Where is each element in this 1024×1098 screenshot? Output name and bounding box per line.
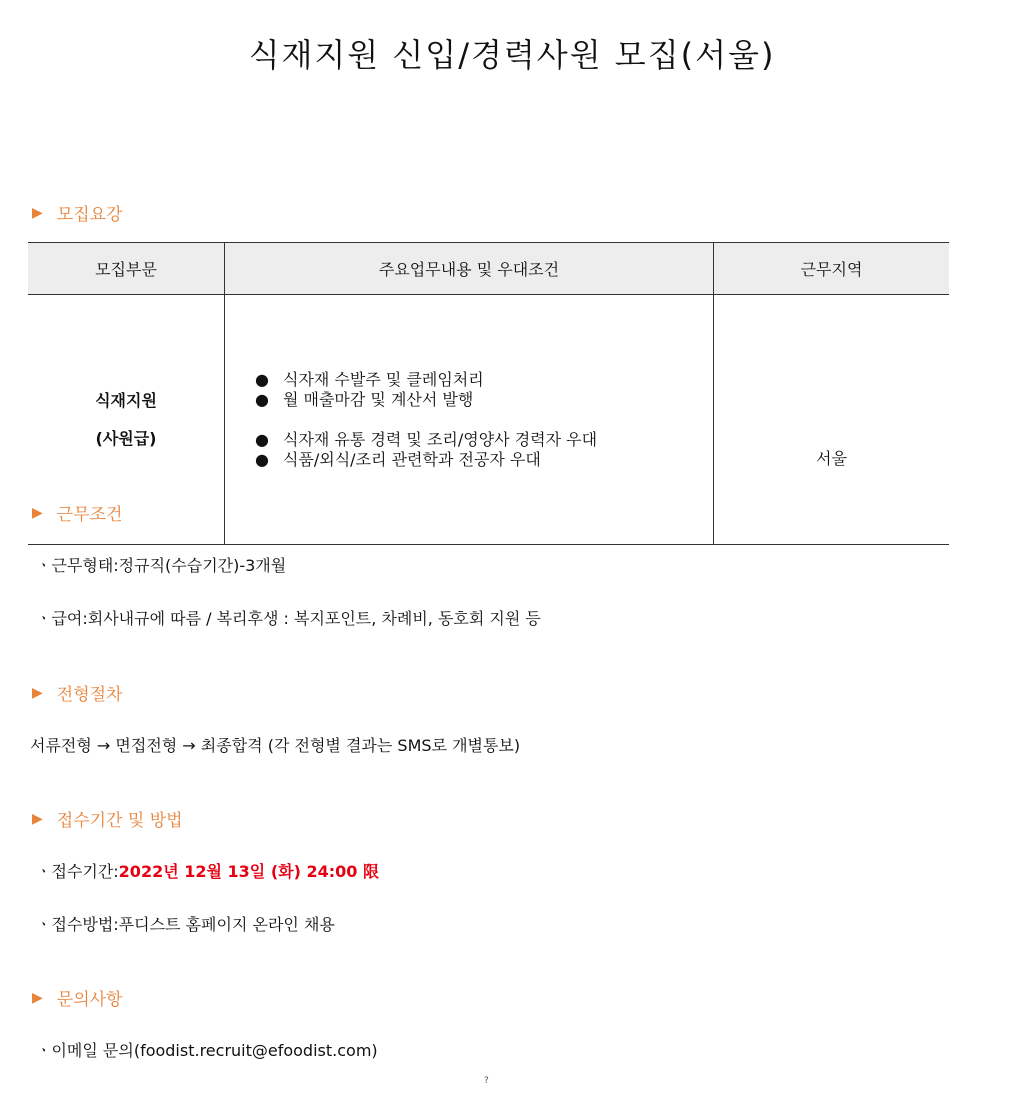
duty-item bbox=[255, 390, 712, 410]
triangle-right-icon: ▶ bbox=[32, 684, 43, 701]
section-heading-label: 근무조건 bbox=[56, 505, 123, 525]
duty-item bbox=[255, 370, 712, 390]
triangle-right-icon: ▶ bbox=[32, 810, 43, 827]
application-period bbox=[36, 859, 379, 882]
duty-item bbox=[255, 450, 712, 470]
bullet-icon: ● bbox=[255, 369, 269, 389]
bullet-icon: ● bbox=[255, 449, 269, 469]
column-header-duties: 주요업무내용 및 우대조건 bbox=[225, 243, 714, 295]
bullet-icon: ● bbox=[255, 429, 269, 449]
location-cell: 서울 bbox=[714, 295, 950, 545]
section-heading-recruitment bbox=[32, 200, 122, 225]
section-heading-conditions bbox=[32, 500, 122, 525]
application-deadline: 2022년 12월 13일 (화) 24:00 限 bbox=[118, 862, 379, 881]
table-header-row bbox=[28, 243, 949, 295]
section-heading-label: 모집요강 bbox=[56, 205, 123, 225]
bullet-icon: ● bbox=[255, 389, 269, 409]
section-heading-process bbox=[32, 680, 122, 705]
application-method: ㆍ접수방법:푸디스트 홈페이지 온라인 채용 bbox=[36, 915, 335, 934]
triangle-right-icon: ▶ bbox=[32, 989, 43, 1006]
duty-item bbox=[255, 430, 712, 450]
duties-cell bbox=[225, 295, 714, 545]
selection-steps: 서류전형 → 면접전형 → 최종합격 (각 전형별 결과는 SMS로 개별통보) bbox=[30, 736, 521, 755]
section-heading-label: 접수기간 및 방법 bbox=[56, 811, 183, 831]
section-heading-label: 전형절차 bbox=[56, 685, 123, 705]
duty-text: 월 매출마감 및 계산서 발행 bbox=[282, 389, 474, 409]
triangle-right-icon: ▶ bbox=[32, 504, 43, 521]
application-period-label: ㆍ접수기간: bbox=[36, 862, 119, 881]
section-heading-contact bbox=[32, 985, 122, 1010]
salary-benefits: ㆍ급여:회사내규에 따름 / 복리후생 : 복지포인트, 차례비, 동호회 지원 등 bbox=[36, 609, 541, 628]
column-header-location: 근무지역 bbox=[714, 243, 950, 295]
contact-email: ㆍ이메일 문의(foodist.recruit@efoodist.com) bbox=[36, 1041, 378, 1060]
triangle-right-icon: ▶ bbox=[32, 204, 43, 221]
recruitment-table bbox=[28, 242, 949, 545]
employment-type: ㆍ근무형태:정규직(수습기간)-3개월 bbox=[36, 556, 287, 575]
department-level: (사원급) bbox=[95, 428, 157, 448]
section-heading-label: 문의사항 bbox=[56, 990, 123, 1010]
duty-text: 식자재 수발주 및 클레임처리 bbox=[282, 369, 484, 389]
section-heading-application bbox=[32, 806, 183, 831]
table-row bbox=[28, 295, 949, 545]
column-header-department: 모집부문 bbox=[28, 243, 225, 295]
department-name: 식재지원 bbox=[95, 390, 157, 410]
duty-text: 식품/외식/조리 관련학과 전공자 우대 bbox=[282, 449, 541, 469]
page-number: ? bbox=[484, 1076, 489, 1086]
duty-text: 식자재 유통 경력 및 조리/영양사 경력자 우대 bbox=[282, 429, 598, 449]
page-title: 식재지원 신입/경력사원 모집(서울) bbox=[248, 36, 776, 74]
